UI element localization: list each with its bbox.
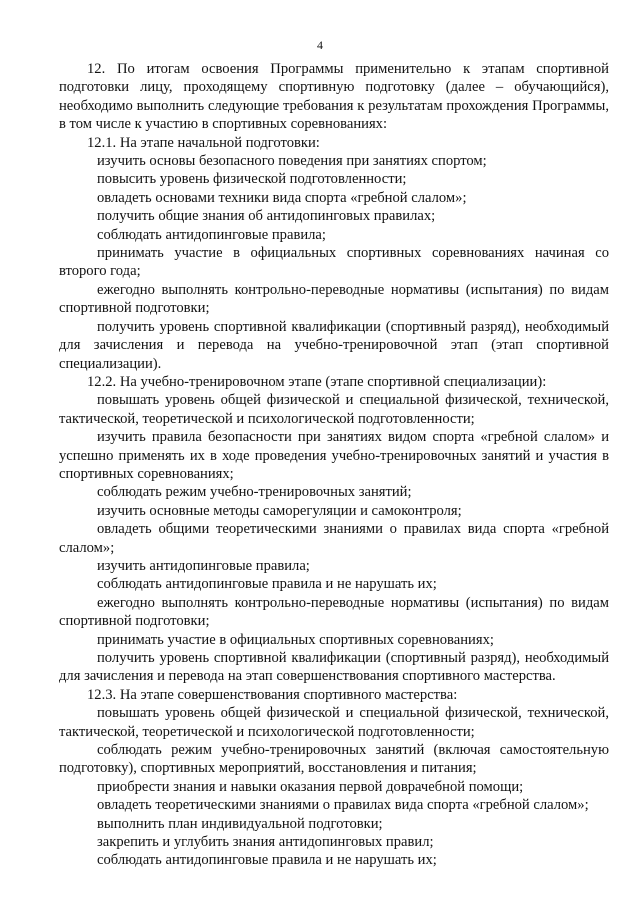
paragraph-p12-2-j: получить уровень спортивной квалификации (спортивный разряд), необходимый для зачисления и перевода на этап совершенствования спортивного мастерства. [59,650,609,685]
paragraph-p12-2-g: соблюдать антидопинговые правила и не нарушать их; [97,576,437,593]
paragraph-p12-3-e: выполнить план индивидуальной подготовки; [97,815,383,832]
paragraph-p12-2-f: изучить антидопинговые правила; [97,557,310,574]
paragraph-p12-2-e: овладеть общими теоретическими знаниями о правилах вида спорта «гребной слалом»; [59,521,609,556]
paragraph-p12-1: 12.1. На этапе начальной подготовки: [87,134,320,151]
paragraph-p12-2-d: изучить основные методы саморегуляции и самоконтроля; [97,502,462,519]
paragraph-p12-1-a: изучить основы безопасного поведения при занятиях спортом; [97,153,487,170]
paragraph-p12-3: 12.3. На этапе совершенствования спортивного мастерства: [87,686,458,703]
paragraph-p12-3-b: соблюдать режим учебно-тренировочных занятий (включая самостоятельную подготовку), спортивных мероприятий, восстановления и питания; [59,742,609,777]
paragraph-p12-3-g: соблюдать антидопинговые правила и не нарушать их; [97,852,437,869]
paragraph-p12-1-e: соблюдать антидопинговые правила; [97,226,326,243]
paragraph-p12-2-i: принимать участие в официальных спортивных соревнованиях; [97,631,494,648]
paragraph-p12-2-h: ежегодно выполнять контрольно-переводные нормативы (испытания) по видам спортивной подготовки; [59,594,609,630]
paragraph-p12-2-b: изучить правила безопасности при занятиях видом спорта «гребной слалом» и успешно применять их в ходе проведения учебно-тренировочных занятий и участия в спортивных соревнованиях; [59,429,609,482]
page-number: 4 [317,38,323,52]
paragraph-p12-3-a: повышать уровень общей физической и специальной физической, технической, тактической, теоретической и психологической подготовленности; [59,705,609,740]
paragraph-p12-1-f: принимать участие в официальных спортивных соревнованиях начиная со второго года; [59,245,609,280]
paragraph-p12-2: 12.2. На учебно-тренировочном этапе (этапе спортивной специализации): [87,373,547,390]
paragraph-p12-1-d: получить общие знания об антидопинговых правилах; [97,208,436,225]
paragraph-p12-1-b: повысить уровень физической подготовленности; [97,171,407,188]
paragraph-p12-2-a: повышать уровень общей физической и специальной физической, технической, тактической, теоретической и психологической подготовленности; [59,392,609,427]
paragraph-p12-1-h: получить уровень спортивной квалификации (спортивный разряд), необходимый для зачисления и перевода на учебно-тренировочной этап (этап спортивной специализации). [59,318,609,372]
document-body [59,60,609,870]
paragraph-p12: 12. По итогам освоения Программы применительно к этапам спортивной подготовки лицу, проходящему спортивную подготовку (далее – обучающийся), необходимо выполнить следующие требования к результатам прохождения Программы, в том числе к участию в спортивных соревнованиях: [59,61,609,133]
paragraph-p12-3-c: приобрести знания и навыки оказания первой доврачебной помощи; [97,778,524,795]
paragraph-p12-3-f: закрепить и углубить знания антидопинговых правил; [97,834,434,851]
paragraph-p12-1-c: овладеть основами техники вида спорта «гребной слалом»; [97,189,467,206]
paragraph-p12-3-d: овладеть теоретическими знаниями о правилах вида спорта «гребной слалом»; [97,797,589,814]
paragraph-p12-1-g: ежегодно выполнять контрольно-переводные нормативы (испытания) по видам спортивной подготовки; [59,281,609,317]
paragraph-p12-2-c: соблюдать режим учебно-тренировочных занятий; [97,484,412,501]
